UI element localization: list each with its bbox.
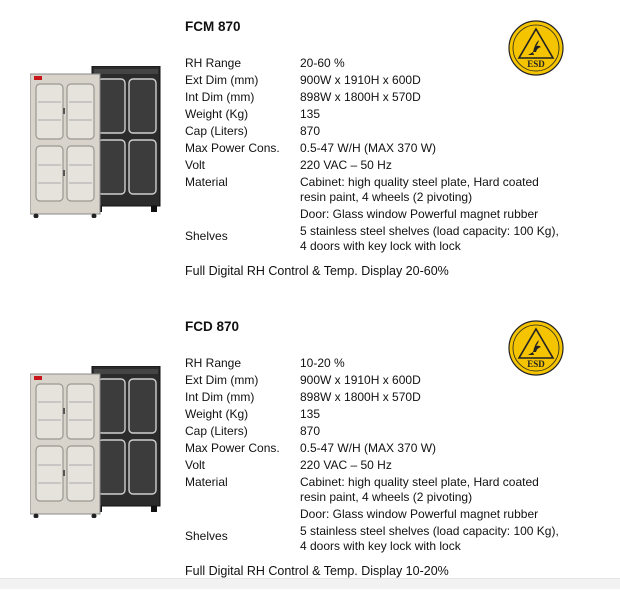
product-block-fcm870 <box>0 0 620 290</box>
page-bottom-edge <box>0 578 620 589</box>
cabinet-image <box>30 366 166 518</box>
spec-row-volt <box>185 458 565 473</box>
spec-list <box>185 356 565 556</box>
product-block-fcd870 <box>0 300 620 590</box>
spec-value: 135 <box>300 407 321 421</box>
spec-value: 898W x 1800H x 570D <box>300 90 421 104</box>
spec-label: Max Power Cons. <box>185 141 280 155</box>
product-title: FCD 870 <box>185 319 240 334</box>
spec-value: 0.5-47 W/H (MAX 370 W) <box>300 441 437 455</box>
spec-value: 220 VAC – 50 Hz <box>300 158 392 172</box>
spec-value: 5 stainless steel shelves (load capacity: 100 Kg), 4 doors with key lock with lock <box>300 524 559 553</box>
spec-value: Cabinet: high quality steel plate, Hard coated resin paint, 4 wheels (2 pivoting) <box>300 175 539 204</box>
spec-row-shelves <box>185 224 565 254</box>
spec-row-rh-range <box>185 356 565 371</box>
spec-row-ext-dim <box>185 73 565 88</box>
spec-label: Shelves <box>185 229 228 243</box>
spec-row-power <box>185 441 565 456</box>
spec-label: Material <box>185 175 228 189</box>
spec-row-weight <box>185 407 565 422</box>
spec-value: Cabinet: high quality steel plate, Hard coated resin paint, 4 wheels (2 pivoting) <box>300 475 539 504</box>
spec-value: 870 <box>300 124 321 138</box>
spec-row-material <box>185 175 565 205</box>
spec-label: Cap (Liters) <box>185 124 248 138</box>
svg-text:ESD: ESD <box>527 359 545 369</box>
spec-row-power <box>185 141 565 156</box>
spec-label: Int Dim (mm) <box>185 390 255 404</box>
spec-label: Material <box>185 475 228 489</box>
spec-value: 20-60 % <box>300 56 345 70</box>
spec-value: 220 VAC – 50 Hz <box>300 458 392 472</box>
spec-row-shelves <box>185 524 565 554</box>
spec-label: Volt <box>185 158 206 172</box>
spec-value: 898W x 1800H x 570D <box>300 390 421 404</box>
spec-row-door <box>185 207 565 222</box>
spec-row-rh-range <box>185 56 565 71</box>
spec-value: 5 stainless steel shelves (load capacity: 100 Kg), 4 doors with key lock with lock <box>300 224 559 253</box>
spec-label: Shelves <box>185 529 228 543</box>
cabinet-image <box>30 66 166 218</box>
spec-label: Max Power Cons. <box>185 441 280 455</box>
product-summary: Full Digital RH Control & Temp. Display 10-20% <box>185 564 449 578</box>
spec-row-capacity <box>185 424 565 439</box>
spec-row-ext-dim <box>185 373 565 388</box>
spec-label: RH Range <box>185 56 242 70</box>
spec-label: Volt <box>185 458 206 472</box>
spec-label: Cap (Liters) <box>185 424 248 438</box>
spec-value: 0.5-47 W/H (MAX 370 W) <box>300 141 437 155</box>
svg-text:ESD: ESD <box>527 59 545 69</box>
spec-label: Ext Dim (mm) <box>185 373 259 387</box>
spec-label: RH Range <box>185 356 242 370</box>
spec-label: Ext Dim (mm) <box>185 73 259 87</box>
spec-value: 900W x 1910H x 600D <box>300 73 421 87</box>
spec-value: 135 <box>300 107 321 121</box>
spec-label: Weight (Kg) <box>185 107 249 121</box>
spec-list <box>185 56 565 256</box>
spec-row-door <box>185 507 565 522</box>
spec-row-int-dim <box>185 390 565 405</box>
spec-value: 870 <box>300 424 321 438</box>
spec-label: Int Dim (mm) <box>185 90 255 104</box>
spec-row-int-dim <box>185 90 565 105</box>
spec-value: 900W x 1910H x 600D <box>300 373 421 387</box>
product-summary: Full Digital RH Control & Temp. Display 20-60% <box>185 264 449 278</box>
product-title: FCM 870 <box>185 19 241 34</box>
spec-label: Weight (Kg) <box>185 407 249 421</box>
spec-row-material <box>185 475 565 505</box>
spec-value: 10-20 % <box>300 356 345 370</box>
spec-row-weight <box>185 107 565 122</box>
spec-row-volt <box>185 158 565 173</box>
spec-row-capacity <box>185 124 565 139</box>
spec-value: Door: Glass window Powerful magnet rubber <box>300 207 539 221</box>
spec-value: Door: Glass window Powerful magnet rubber <box>300 507 539 521</box>
